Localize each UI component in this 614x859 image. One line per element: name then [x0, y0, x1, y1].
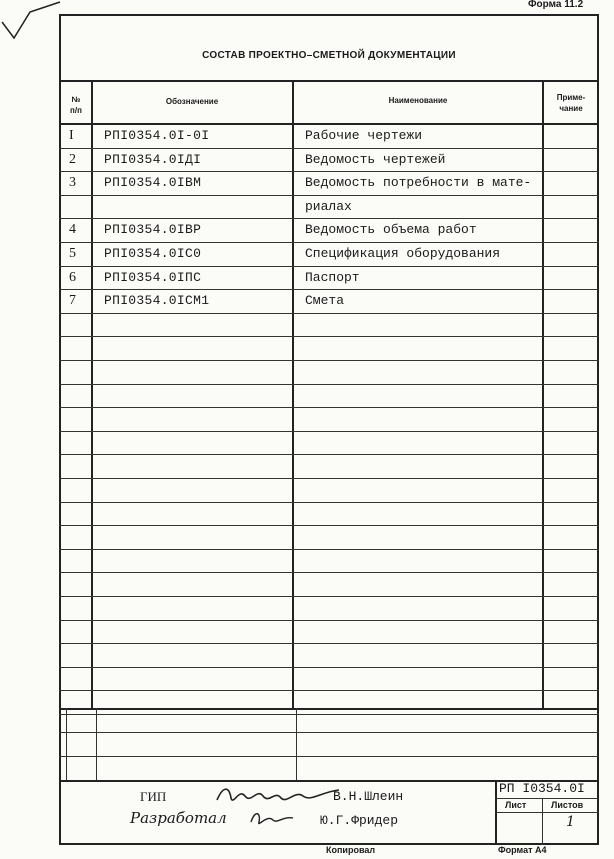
row-number: I: [69, 128, 74, 143]
row-name: Смета: [305, 293, 345, 308]
row-line: [59, 525, 599, 526]
row-line: [59, 714, 599, 715]
lower-block-top: [59, 708, 599, 710]
row-designation: РПI0354.0IВР: [104, 222, 202, 237]
row-line: [59, 148, 599, 149]
col-line-3: [542, 80, 544, 708]
row-line: [59, 195, 599, 196]
developed-label: Разработал: [130, 809, 227, 827]
lower-col-a: [66, 708, 67, 780]
lower-row-1: [59, 732, 599, 733]
doc-code: РП I0354.0I: [499, 781, 585, 796]
row-line: [59, 407, 599, 408]
lower-col-b: [96, 708, 97, 780]
stamp-code-line: [495, 798, 599, 799]
stamp-sheet-line: [495, 812, 599, 813]
lower-col-c: [296, 708, 297, 780]
row-line: [59, 242, 599, 243]
format-label: Формат А4: [498, 845, 547, 855]
gip-signature: [213, 782, 343, 810]
gip-name: В.Н.Шлеин: [333, 789, 404, 804]
row-line: [59, 643, 599, 644]
row-number: 7: [69, 293, 76, 308]
lower-row-2: [59, 756, 599, 757]
row-line: [59, 266, 599, 267]
sheets-value: 1: [566, 814, 575, 830]
header-bottom-line: [59, 123, 599, 125]
stamp-sheet-divider: [542, 798, 543, 845]
row-name: Спецификация оборудования: [305, 246, 501, 261]
row-name: Ведомость чертежей: [305, 152, 446, 167]
gip-label: ГИП: [140, 789, 167, 804]
row-line: [59, 313, 599, 314]
row-line: [59, 171, 599, 172]
sheet-label: Лист: [505, 800, 527, 810]
row-line: [59, 596, 599, 597]
header-name: Наименование: [388, 96, 448, 105]
row-name: Ведомость объема работ: [305, 222, 477, 237]
sheets-label: Листов: [551, 800, 584, 810]
row-line: [59, 336, 599, 337]
row-line: [59, 218, 599, 219]
row-number: 6: [69, 270, 76, 285]
row-line: [59, 454, 599, 455]
row-line: [59, 620, 599, 621]
row-name: Рабочие чертежи: [305, 128, 423, 143]
row-line: [59, 549, 599, 550]
col-line-1: [91, 80, 93, 708]
row-designation: РПI0354.0IПС: [104, 270, 202, 285]
row-name: Паспорт: [305, 270, 360, 285]
row-line: [59, 502, 599, 503]
header-num: № п/п: [70, 95, 82, 115]
row-designation: РПI0354.0IДI: [104, 152, 202, 167]
row-number: 5: [69, 246, 76, 261]
row-designation: РПI0354.0I-0I: [104, 128, 210, 143]
row-line: [59, 572, 599, 573]
developed-signature: [247, 808, 297, 830]
row-line: [59, 289, 599, 290]
row-line: [59, 667, 599, 668]
row-name-continuation: риалах: [305, 199, 352, 214]
row-line: [59, 478, 599, 479]
row-designation: РПI0354.0IС0: [104, 246, 202, 261]
row-line: [59, 384, 599, 385]
copied-label: Копировал: [326, 845, 376, 855]
col-line-2: [292, 80, 294, 708]
row-number: 4: [69, 222, 76, 237]
row-line: [59, 360, 599, 361]
document-title: СОСТАВ ПРОЕКТНО–СМЕТНОЙ ДОКУМЕНТАЦИИ: [202, 50, 456, 61]
form-label: Форма 11.2: [528, 0, 584, 10]
header-top-line: [59, 80, 599, 82]
row-designation: РПI0354.0IВМ: [104, 175, 202, 190]
header-note: Приме- чание: [556, 93, 586, 113]
row-line: [59, 690, 599, 691]
row-number: 2: [69, 152, 76, 167]
row-name: Ведомость потребности в мате-: [305, 175, 532, 190]
row-line: [59, 431, 599, 432]
header-designation: Обозначение: [165, 97, 219, 106]
developed-name: Ю.Г.Фридер: [320, 813, 399, 828]
row-designation: РПI0354.0IСМ1: [104, 293, 210, 308]
row-number: 3: [69, 175, 76, 190]
